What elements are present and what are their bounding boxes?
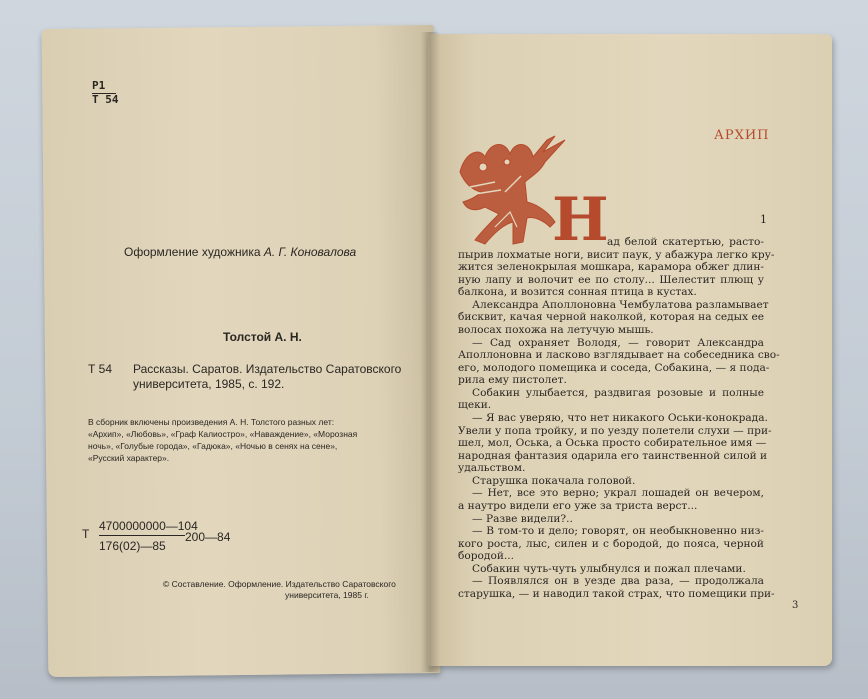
body-text-line: кого роста, лыс, силен и с бородой, до пояса, черной xyxy=(458,537,764,550)
body-text-line: — Разве видели?.. xyxy=(472,512,573,525)
book-spine xyxy=(420,32,440,672)
body-text-line: Старушка покачала головой. xyxy=(472,474,636,487)
body-text-line: ад белой скатертью, расто- xyxy=(607,236,764,248)
copyright-line: © Составление. Оформление. Издательство Саратовского xyxy=(163,579,396,589)
page-number: 3 xyxy=(792,600,799,611)
copyright-line: университета, 1985 г. xyxy=(285,590,369,600)
body-text-line: а наутро видели его уже за триста верст... xyxy=(458,500,698,512)
body-text-line: пырив лохматые ноги, висит паук, у абажура легко кру- xyxy=(458,248,775,261)
body-text-line: щеки. xyxy=(458,399,492,412)
price-code-fraction-bar xyxy=(99,535,185,536)
design-credit-prefix: Оформление художника xyxy=(124,245,264,259)
design-credit xyxy=(124,245,356,259)
body-text-line: — Сад охраняет Володя, — говорит Александра xyxy=(472,336,764,349)
drop-cap-letter: Н xyxy=(552,185,609,255)
body-text-line: Собакин улыбается, раздвигая розовые и полные xyxy=(472,386,764,399)
body-text-line: — Я вас уверяю, что нет никакого Оськи-конокрада. xyxy=(472,412,768,424)
body-text-line: — Появлялся он в уезде два раза, — продолжала xyxy=(472,575,764,588)
price-code-tail: 200—84 xyxy=(185,530,231,544)
body-text-line: бородой... xyxy=(458,550,514,563)
chapter-number: 1 xyxy=(760,213,767,226)
body-text-line: Собакин чуть-чуть улыбнулся и пожал плечами. xyxy=(472,562,746,575)
price-code-denominator: 176(02)—85 xyxy=(99,539,166,553)
body-text-line: — В том-то и дело; говорят, он необыкновенно низ- xyxy=(472,525,764,538)
body-text-line: жится зеленокрылая мошкара, карамора обжег длин- xyxy=(458,261,764,274)
annotation-line: В сборник включены произведения А. Н. Толстого разных лет: xyxy=(88,417,335,427)
body-text-line: шел, мол, Оська, а Оська просто собирательное имя — xyxy=(458,437,767,450)
body-text-line: волосах похожа на летучую мышь. xyxy=(458,324,654,336)
body-text-line: Аполлоновна и ласково взглядывает на собеседника сво- xyxy=(458,349,780,362)
price-code-letter: Т xyxy=(82,527,90,541)
annotation-line: «Русский характер». xyxy=(88,453,170,463)
body-text-line: удальством. xyxy=(458,462,526,475)
library-code-line1: Р1 xyxy=(92,79,106,92)
body-text-line: его, молодого помещика и соседа, Собакина, — я пода- xyxy=(458,361,770,374)
bibliography-line: университета, 1985, с. 192. xyxy=(133,377,285,391)
body-text-line: — Нет, все это верно; украл лошадей он вечером, xyxy=(472,487,764,500)
body-text-line: ную лапу и волочит ее по столу... Шелестит плющ у xyxy=(458,273,764,286)
annotation-line: ночь», «Голубые города», «Гадюка», «Ночью в сенях на сене», xyxy=(88,441,338,451)
design-credit-artist: А. Г. Коновалова xyxy=(263,245,357,259)
annotation-line: «Архип», «Любовь», «Граф Калиостро», «Наваждение», «Морозная xyxy=(88,429,358,439)
body-text-line: Александра Аполлоновна Чембулатова разламывает xyxy=(472,298,769,311)
story-title: АРХИП xyxy=(714,128,770,143)
body-text-line: народная фантазия одарила его таинственной силой и xyxy=(458,449,768,462)
body-text-line: рила ему пистолет. xyxy=(458,374,567,387)
catalog-code: Т 54 xyxy=(88,362,113,376)
body-text-line: Увели у попа тройку, и по уезду полетели слухи — при- xyxy=(458,424,772,437)
price-code-numerator: 4700000000—104 xyxy=(99,519,198,533)
bibliography-line: Рассказы. Саратов. Издательство Саратовского xyxy=(133,362,402,376)
body-text-line: балкона, и возится сонная птица в кустах. xyxy=(458,286,697,299)
body-text-line: старушка, — и наводил такой страх, что помещики при- xyxy=(458,588,775,600)
body-text-line: бисквит, качая черной наколкой, которая на седых ее xyxy=(458,311,764,324)
library-code-line2: Т 54 xyxy=(92,93,119,106)
author-name: Толстой А. Н. xyxy=(223,330,302,344)
